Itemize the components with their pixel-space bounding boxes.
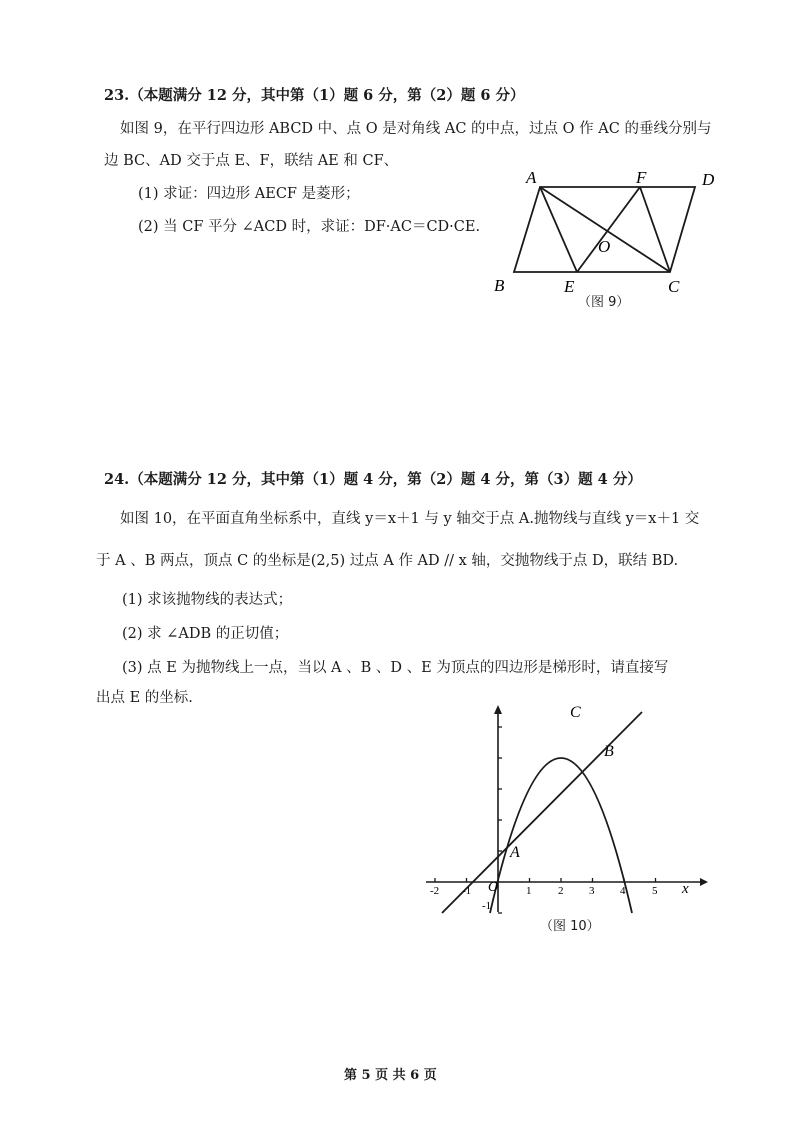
label-o: O [598,237,611,256]
segment-ef [577,187,640,272]
label-b: B [494,276,505,295]
xtick-4: 4 [620,885,626,897]
q24-part2: (2) 求 ∠ADB 的正切值； [122,626,289,642]
q23-part2: (2) 当 CF 平分 ∠ACD 时，求证：DF·AC＝CD·CE. [138,219,481,235]
page-footer: 第 5 页 共 6 页 [344,1068,437,1083]
q24-part3b: 出点 E 的坐标. [96,690,193,706]
xtick-5: 5 [652,885,658,897]
label-b: B [604,743,614,760]
diagonal-ac [540,187,670,272]
xtick-neg1: -1 [462,885,472,897]
xtick-neg2: -2 [430,885,440,897]
y-axis-arrow [494,705,502,714]
label-f: F [636,168,647,187]
label-a: A [526,168,537,187]
coordinate-figure [420,700,710,920]
label-e: E [564,277,575,296]
label-c: C [668,277,680,296]
label-x: x [682,881,689,897]
q23-line2: 边 BC、AD 交于点 E、F，联结 AE 和 CF、 [104,153,399,169]
q24-line2: 于 A 、B 两点，顶点 C 的坐标是(2,5) 过点 A 作 AD // x 轴，交抛物线于点 D，联结 BD. [96,553,679,569]
q23-part1: (1) 求证：四边形 AECF 是菱形； [138,186,360,202]
q24-line1: 如图 10，在平面直角坐标系中，直线 y＝x＋1 与 y 轴交于点 A.抛物线与直线 y＝x＋1 交 [120,511,700,527]
xtick-2: 2 [558,885,564,897]
figure10-caption: （图 10） [540,919,600,934]
label-d: D [702,170,715,189]
q23-header: 23.（本题满分 12 分，其中第（1）题 6 分，第（2）题 6 分） [104,87,525,104]
segment-cf [640,187,670,272]
x-axis-arrow [700,878,708,886]
q23-line1: 如图 9，在平行四边形 ABCD 中、点 O 是对角线 AC 的中点，过点 O 作 AC 的垂线分别与 [120,121,712,137]
label-c: C [570,704,581,721]
xtick-1: 1 [526,885,532,897]
label-o: O [488,880,499,895]
figure9-caption: （图 9） [578,295,630,310]
ytick-neg1: -1 [482,900,492,912]
xtick-3: 3 [589,885,595,897]
label-a: A [510,844,520,861]
q24-part3: (3) 点 E 为抛物线上一点，当以 A 、B 、D 、E 为顶点的四边形是梯形时，请直接写 [122,660,669,676]
q24-header: 24.（本题满分 12 分，其中第（1）题 4 分，第（2）题 4 分，第（3）题 4 分） [104,471,642,488]
q24-part1: (1) 求该抛物线的表达式； [122,592,293,608]
